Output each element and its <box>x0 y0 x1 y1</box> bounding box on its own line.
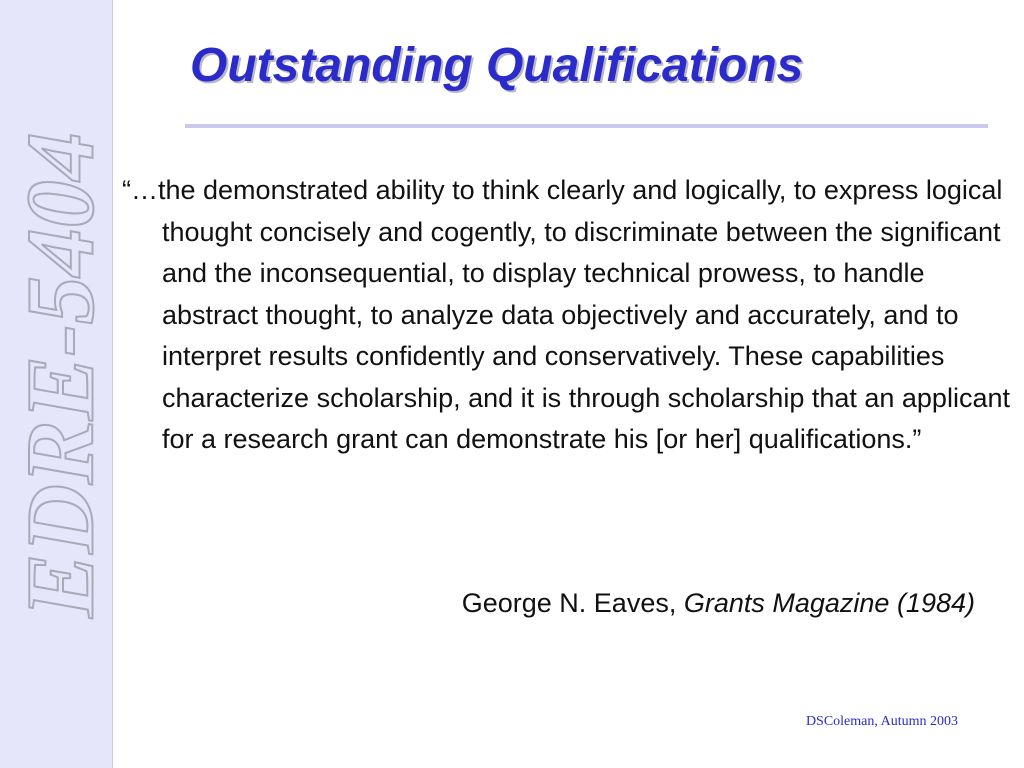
attribution-source: Grants Magazine (1984) <box>683 588 975 618</box>
slide-footer: DSColeman, Autumn 2003 <box>805 714 958 729</box>
attribution-author: George N. Eaves, <box>461 588 684 618</box>
course-code-watermark: EDRE-5404 <box>6 132 114 618</box>
sidebar <box>0 0 113 768</box>
slide-title: Outstanding Qualifications <box>190 39 804 92</box>
quote-text: “…the demonstrated ability to think clearly and logically, to express logical thought concisely and cogently, to discriminate between the significant and the inconsequential, to display technical prowess, to handle abstract thought, to analyze data objectively and accurately, and to interpret results confidently and conservatively. These capabilities characterize scholarship, and it is through scholarship that an applicant for a research grant can demonstrate his [or her] qualifications.” <box>122 175 1010 454</box>
quote-attribution <box>122 588 975 619</box>
title-divider <box>185 124 988 128</box>
